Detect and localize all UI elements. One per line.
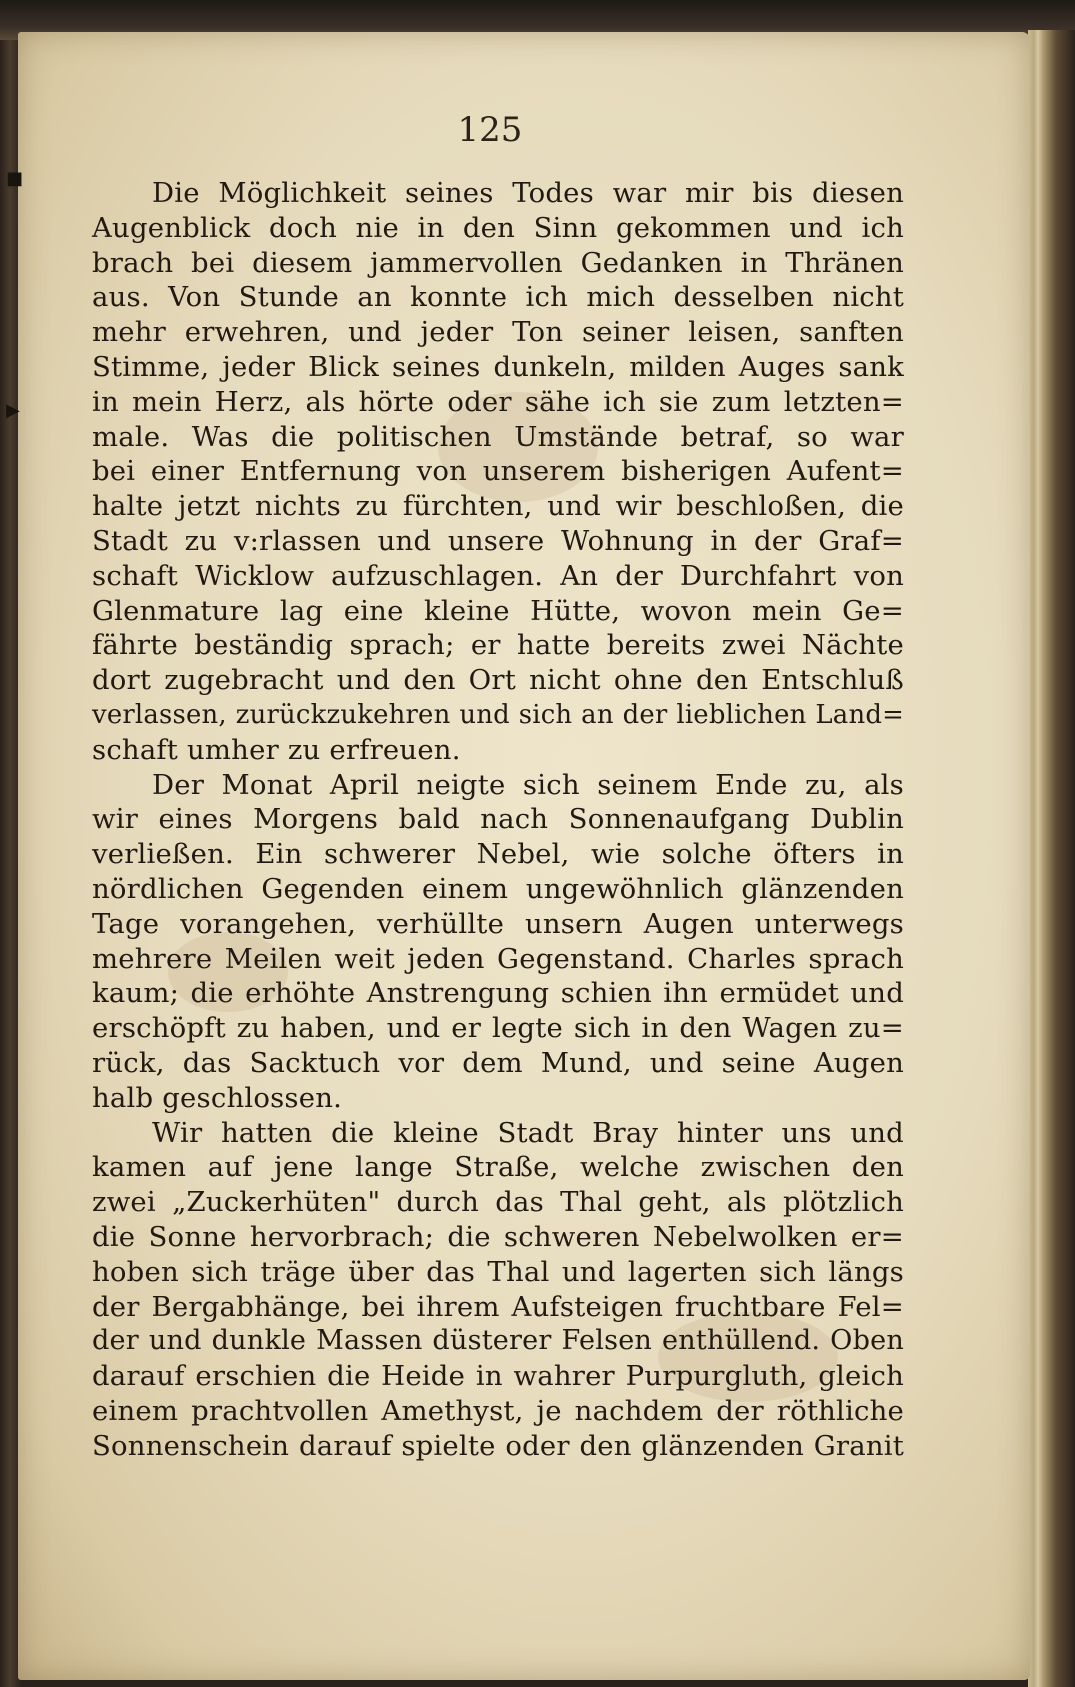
margin-mark: ▶ — [6, 400, 20, 421]
text-line: halte jetzt nichts zu fürchten, und wir beschloßen, die — [92, 490, 904, 523]
text-line: bei einer Entfernung von unserem bisherigen Aufent= — [92, 455, 904, 488]
text-line: mehr erwehren, und jeder Ton seiner leisen, sanften — [92, 316, 904, 349]
text-line: der und dunkle Massen düsterer Felsen enthüllend. Oben — [92, 1325, 904, 1357]
text-line: aus. Von Stunde an konnte ich mich desselben nicht — [92, 281, 904, 314]
text-line: zwei „Zuckerhüten" durch das Thal geht, als plötzlich — [92, 1186, 904, 1219]
text-line: kaum; die erhöhte Anstrengung schien ihn ermüdet und — [92, 977, 904, 1010]
page-edges — [1028, 30, 1075, 1687]
text-line: rück, das Sacktuch vor dem Mund, und seine Augen — [92, 1046, 904, 1079]
text-line: der Bergabhänge, bei ihrem Aufsteigen fruchtbare Fel= — [92, 1290, 904, 1323]
text-line: erschöpft zu haben, und er legte sich in den Wagen zu= — [92, 1012, 904, 1045]
text-line: nördlichen Gegenden einem ungewöhnlich glänzenden — [92, 872, 904, 905]
text-line: male. Was die politischen Umstände betraf, so war — [92, 420, 904, 453]
text-line: schaft Wicklow aufzuschlagen. An der Durchfahrt von — [92, 559, 904, 592]
text-line: die Sonne hervorbrach; die schweren Nebelwolken er= — [92, 1220, 904, 1253]
text-line: einem prachtvollen Amethyst, je nachdem der röthliche — [92, 1394, 904, 1427]
text-line: Stimme, jeder Blick seines dunkeln, milden Auges sank — [92, 350, 904, 383]
text-line: verließen. Ein schwerer Nebel, wie solche öfters in — [92, 838, 904, 871]
page-number: 125 — [457, 110, 523, 150]
text-line: halb geschlossen. — [92, 1081, 343, 1114]
text-line: darauf erschien die Heide in wahrer Purpurgluth, gleich — [92, 1360, 904, 1393]
text-line: brach bei diesem jammervollen Gedanken in Thränen — [92, 246, 904, 279]
text-line: in mein Herz, als hörte oder sähe ich sie zum letzten= — [92, 385, 904, 418]
text-line: hoben sich träge über das Thal und lagerten sich längs — [92, 1255, 904, 1288]
text-line: Augenblick doch nie in den Sinn gekommen und ich — [92, 211, 904, 244]
text-line: kamen auf jene lange Straße, welche zwischen den — [92, 1151, 904, 1184]
text-line: Tage vorangehen, verhüllte unsern Augen unterwegs — [92, 907, 904, 940]
text-line: Stadt zu v:rlassen und unsere Wohnung in der Graf= — [92, 524, 904, 557]
text-line: dort zugebracht und den Ort nicht ohne den Entschluß — [92, 664, 904, 697]
text-line: Sonnenschein darauf spielte oder den glänzenden Granit — [92, 1429, 904, 1462]
text-line: fährte beständig sprach; er hatte bereits zwei Nächte — [92, 629, 904, 662]
text-line: wir eines Morgens bald nach Sonnenaufgang Dublin — [92, 803, 904, 836]
margin-mark: ■ — [6, 168, 24, 189]
text-line: verlassen, zurückzukehren und sich an der lieblichen Land= — [92, 699, 904, 730]
text-line: mehrere Meilen weit jeden Gegenstand. Charles sprach — [92, 942, 904, 975]
body-text — [92, 176, 904, 1463]
text-line: Der Monat April neigte sich seinem Ende zu, als — [152, 768, 904, 801]
text-line: Glenmature lag eine kleine Hütte, wovon mein Ge= — [92, 594, 904, 627]
text-line: Die Möglichkeit seines Todes war mir bis diesen — [152, 177, 904, 209]
text-line: Wir hatten die kleine Stadt Bray hinter uns und — [152, 1116, 904, 1149]
text-line: schaft umher zu erfreuen. — [92, 733, 461, 766]
